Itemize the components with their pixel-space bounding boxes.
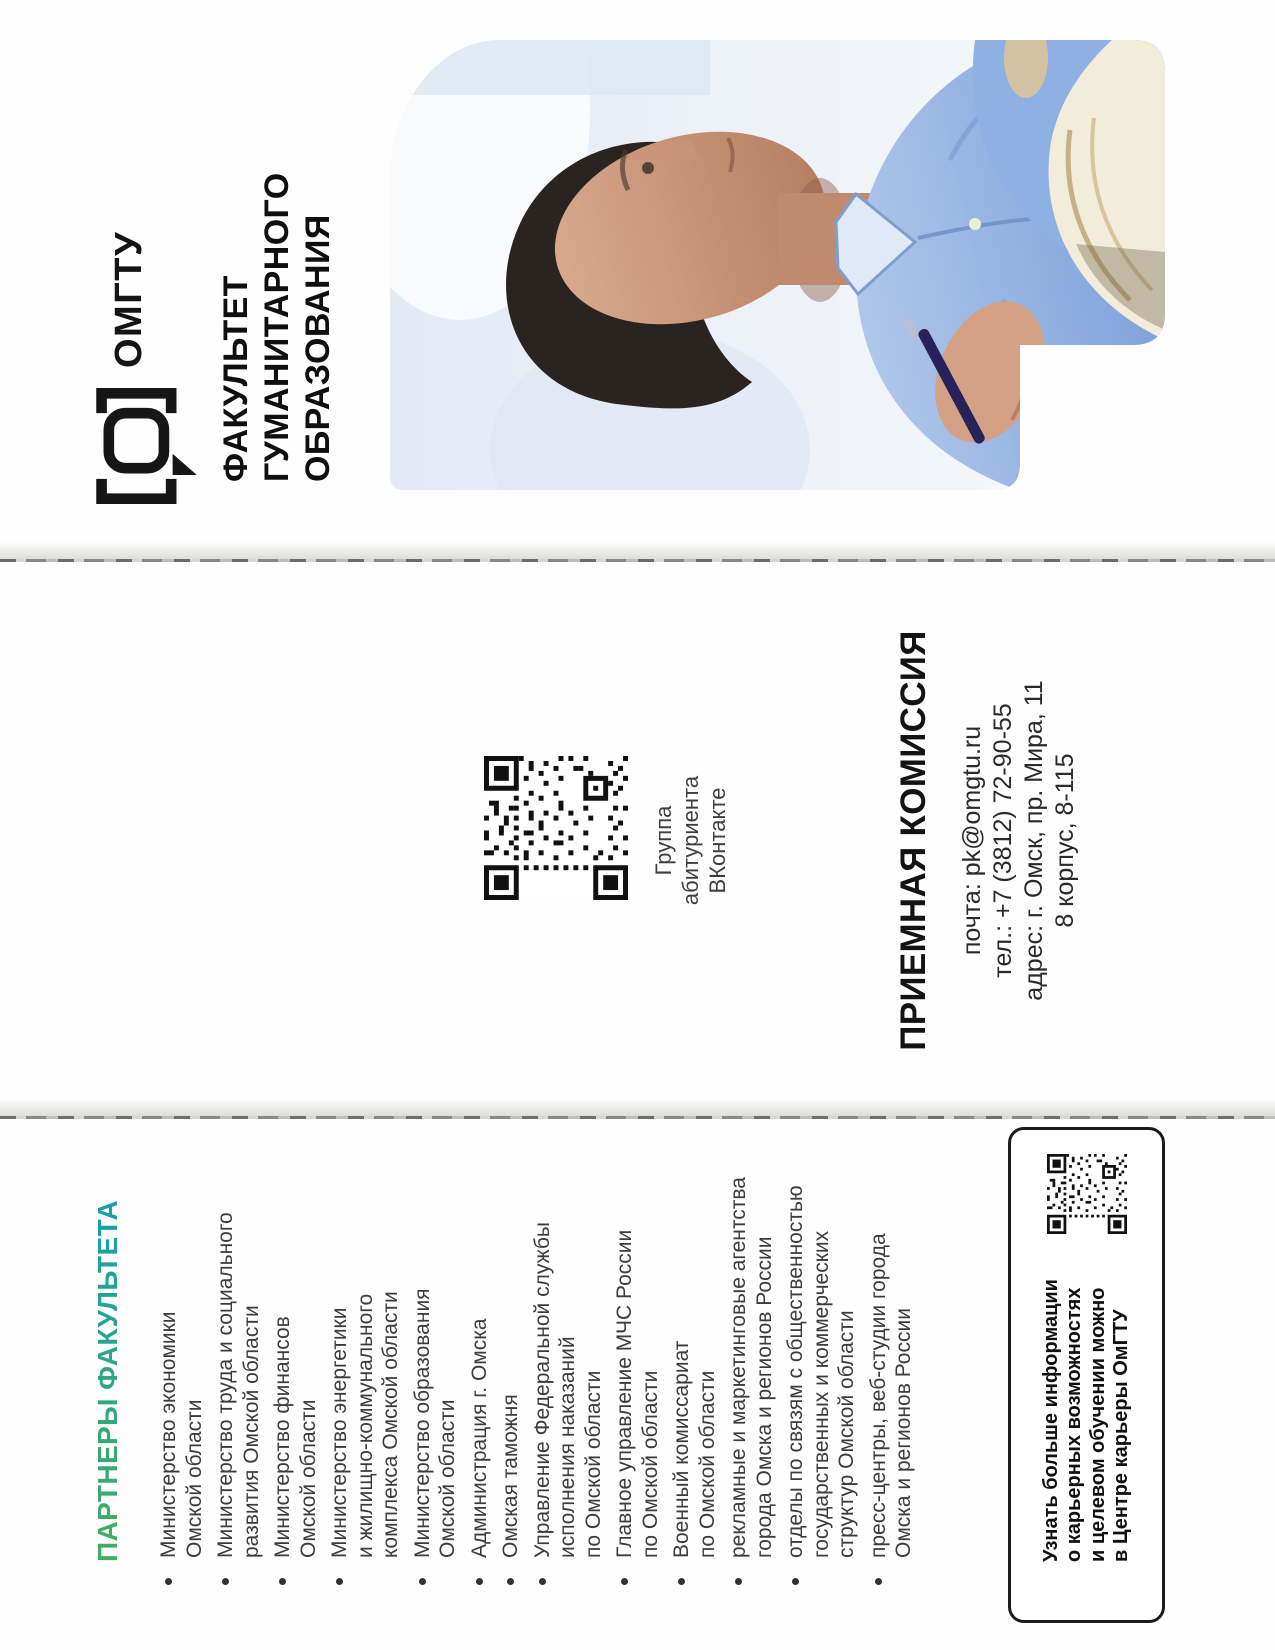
- vk-group-qr-code-icon: [484, 756, 628, 900]
- partner-line: структур Омской области: [835, 1310, 858, 1558]
- contact-phone: тел.: +7 (3812) 72-90-55: [989, 703, 1017, 978]
- partners-heading: ПАРТНЕРЫ ФАКУЛЬТЕТА: [92, 1200, 123, 1562]
- vk-caption-line: абитуриента: [678, 775, 703, 906]
- partner-line: Министерство труда и социального: [214, 1212, 237, 1558]
- partner-line: государственных и коммерческих: [809, 1230, 833, 1558]
- contact-address: адрес: г. Омск, пр. Мира, 11: [1020, 680, 1048, 1001]
- cover-photo: [390, 40, 1165, 490]
- partner-line: рекламные и маркетинговые агентства: [727, 1177, 750, 1558]
- partner-item: [783, 1112, 860, 1590]
- partners-panel: [0, 1119, 1275, 1650]
- partner-item: [327, 1112, 404, 1590]
- partner-item: [530, 1112, 607, 1590]
- partner-line: по Омской области: [581, 1370, 605, 1558]
- brand-name: ОМГТУ: [108, 230, 150, 368]
- partner-item: [612, 1112, 663, 1590]
- partner-line: Омска и регионов России: [892, 1308, 915, 1558]
- faculty-title: [216, 172, 339, 482]
- partner-item: [270, 1112, 321, 1590]
- partner-line: пресс-центры, веб-студии города: [866, 1233, 890, 1558]
- brand-block: [96, 231, 198, 504]
- vk-caption-line: Группа: [651, 805, 676, 876]
- career-info-box: [1008, 1127, 1165, 1623]
- partner-item: [156, 1112, 207, 1590]
- partner-line: Министерство энергетики: [328, 1307, 351, 1558]
- partner-line: по Омской области: [695, 1370, 719, 1558]
- partner-line: Управление Федеральной службы: [530, 1222, 554, 1558]
- partner-item: [213, 1112, 264, 1590]
- faculty-title-line: ГУМАНИТАРНОГО: [258, 172, 296, 482]
- partner-line: Омская таможня: [499, 1394, 522, 1558]
- vk-group-caption: [650, 562, 731, 1119]
- partner-item: [467, 1112, 493, 1590]
- career-note-line: и целевом обучении можно: [1086, 1287, 1109, 1562]
- contact-address-2: 8 корпус, 8-115: [1051, 753, 1079, 928]
- partner-line: Министерство финансов: [271, 1316, 294, 1558]
- career-note: [1040, 1234, 1134, 1620]
- partner-item: [669, 1112, 720, 1590]
- partner-line: комплекса Омской области: [379, 1291, 402, 1558]
- partner-line: Администрация г. Омска: [467, 1318, 491, 1558]
- partner-line: Главное управление МЧС России: [613, 1229, 636, 1558]
- admission-heading: ПРИЕМНАЯ КОМИССИЯ: [894, 630, 933, 1051]
- admission-contacts: [957, 562, 1081, 1119]
- partners-list: [156, 1112, 923, 1590]
- partner-item: [410, 1112, 461, 1590]
- partner-line: Министерство экономики: [157, 1311, 180, 1558]
- partner-line: Военный комиссариат: [670, 1340, 693, 1558]
- partner-line: Омской области: [436, 1399, 459, 1558]
- partner-line: исполнения наказаний: [556, 1336, 579, 1558]
- partner-item: [866, 1112, 917, 1590]
- partner-item: [726, 1112, 777, 1590]
- faculty-title-line: ФАКУЛЬТЕТ: [217, 275, 255, 482]
- partner-line: Омской области: [296, 1399, 320, 1558]
- partner-line: города Омска и регионов России: [752, 1236, 776, 1558]
- omgtu-logo-icon: [96, 388, 198, 504]
- contact-email: почта: pk@omgtu.ru: [958, 725, 986, 956]
- partner-item: [498, 1112, 524, 1590]
- faculty-title-line: ОБРАЗОВАНИЯ: [299, 214, 337, 482]
- vk-caption-line: ВКонтакте: [705, 787, 730, 894]
- career-center-qr-code-icon: [1047, 1154, 1127, 1234]
- career-note-line: Узнать больше информации: [1039, 1279, 1062, 1562]
- cover-panel: [0, 0, 1275, 562]
- partner-line: и жилищно-коммунального: [353, 1293, 377, 1558]
- career-note-line: о карьерных возможностях: [1063, 1287, 1085, 1562]
- career-note-line: в Центре карьеры ОмГТУ: [1110, 1309, 1132, 1562]
- partner-line: отделы по связям с общественностью: [784, 1185, 807, 1558]
- man-with-pen-photo: [390, 40, 1165, 490]
- partner-line: по Омской области: [638, 1370, 662, 1558]
- admission-panel: [0, 562, 1275, 1119]
- partner-line: развития Омской области: [239, 1305, 263, 1558]
- partner-line: Министерство образования: [410, 1288, 434, 1558]
- partner-line: Омской области: [182, 1399, 206, 1558]
